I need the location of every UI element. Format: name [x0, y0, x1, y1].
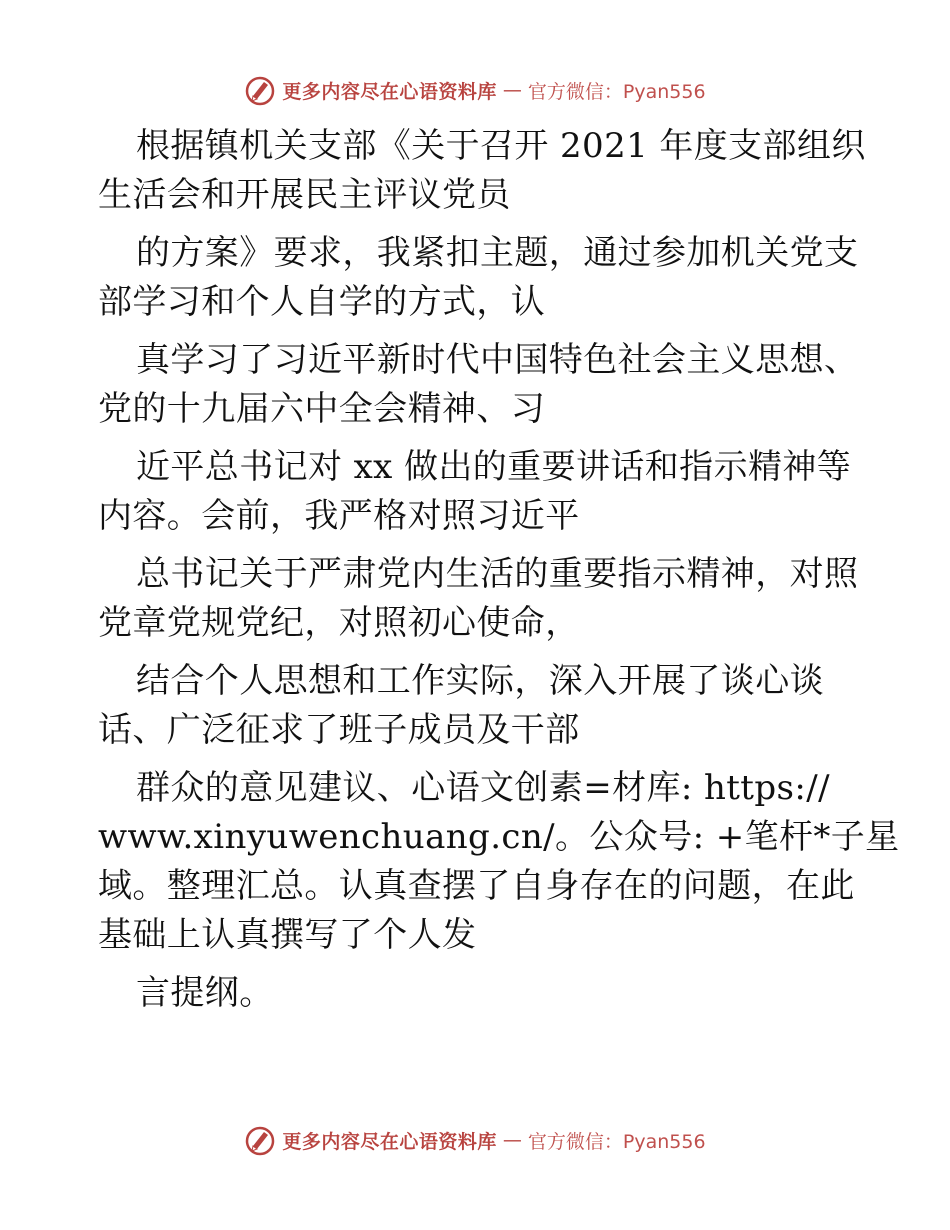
- banner-dash: —: [502, 79, 522, 101]
- banner-title: 更多内容尽在心语资料库: [282, 1130, 497, 1153]
- footer-watermark-banner: [0, 1120, 950, 1160]
- text-line-13: 群众的意见建议、心语文创素=材库: https://: [136, 768, 830, 808]
- header-watermark-banner: [0, 70, 950, 110]
- pen-logo-icon: [244, 74, 276, 106]
- text-line-6: 党的十九届六中全会精神、习: [98, 389, 546, 429]
- text-line-8: 内容。会前，我严格对照习近平: [98, 496, 580, 536]
- banner-wechat: 官方微信：Pyan556: [527, 80, 706, 103]
- text-line-12: 话、广泛征求了班子成员及干部: [98, 710, 580, 750]
- text-line-16: 基础上认真撰写了个人发: [98, 915, 477, 955]
- text-line-1: 根据镇机关支部《关于召开 2021 年度支部组织: [136, 126, 866, 166]
- text-line-14: www.xinyuwenchuang.cn/。公众号: +笔杆*子星: [98, 817, 900, 857]
- text-line-7: 近平总书记对 xx 做出的重要讲话和指示精神等: [136, 447, 852, 487]
- document-body: [98, 122, 900, 1018]
- text-line-11: 结合个人思想和工作实际，深入开展了谈心谈: [136, 661, 824, 701]
- text-line-4: 部学习和个人自学的方式，认: [98, 282, 546, 322]
- banner-dash: —: [502, 1129, 522, 1151]
- text-line-5: 真学习了习近平新时代中国特色社会主义思想、: [136, 340, 859, 380]
- text-line-15: 域。整理汇总。认真查摆了自身存在的问题，在此: [98, 866, 855, 906]
- text-line-9: 总书记关于严肃党内生活的重要指示精神，对照: [136, 554, 859, 594]
- text-line-17: 言提纲。: [136, 973, 274, 1013]
- banner-title: 更多内容尽在心语资料库: [282, 80, 497, 103]
- text-line-3: 的方案》要求，我紧扣主题，通过参加机关党支: [136, 233, 859, 273]
- pen-logo-icon: [244, 1124, 276, 1156]
- text-line-2: 生活会和开展民主评议党员: [98, 175, 511, 215]
- text-line-10: 党章党规党纪，对照初心使命，: [98, 603, 580, 643]
- banner-wechat: 官方微信：Pyan556: [527, 1130, 706, 1153]
